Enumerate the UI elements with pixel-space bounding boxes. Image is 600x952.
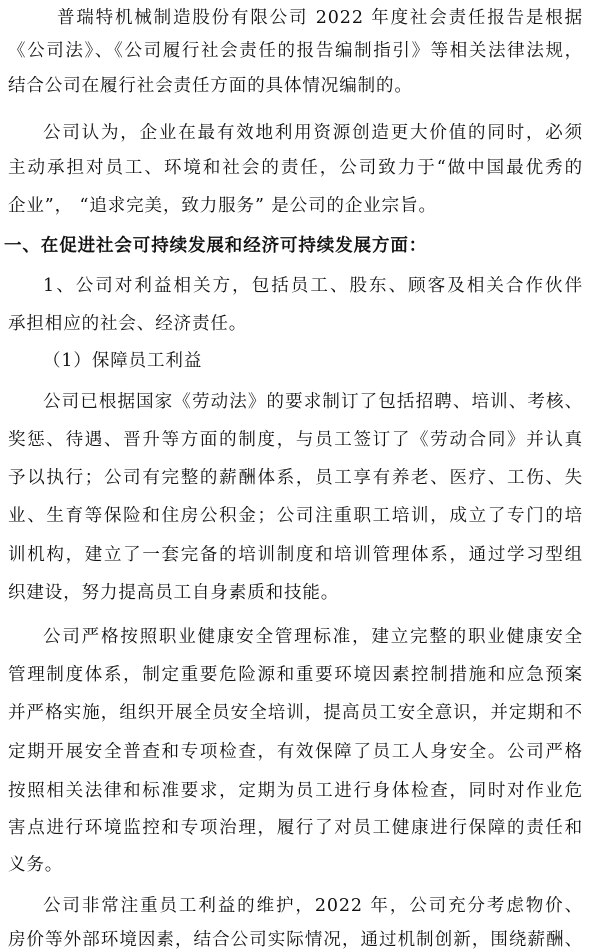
text-line: 织建设，努力提高员工自身素质和技能。	[8, 583, 340, 603]
text-line: 业、生育等保险和住房公积金；公司注重职工培训，成立了专门的培	[8, 506, 583, 526]
text-line: 主动承担对员工、环境和社会的责任，公司致力于“做中国最优秀的	[8, 158, 583, 178]
text-line: 公司非常注重员工利益的维护，2022 年，公司充分考虑物价、	[43, 896, 583, 916]
text-line: 公司认为，企业在最有效地利用资源创造更大价值的同时，必须	[43, 123, 583, 143]
text-line: 承担相应的社会、经济责任。	[8, 314, 248, 334]
subsection-heading: （1）保障员工利益	[43, 351, 203, 371]
section-heading: 一、在促进社会可持续发展和经济可持续发展方面：	[4, 236, 428, 256]
text-line: 结合公司在履行社会责任方面的具体情况编制的。	[8, 76, 413, 96]
text-line: 按照相关法律和标准要求，定期为员工进行身体检查，同时对作业危	[8, 781, 583, 801]
text-line: 害点进行环境监控和专项治理，履行了对员工健康进行保障的责任和	[8, 818, 583, 838]
text-line: 房价等外部环境因素，结合公司实际情况，通过机制创新，围绕薪酬、	[8, 930, 583, 950]
text-line: 企业”， “追求完美，致力服务” 是公司的企业宗旨。	[8, 196, 437, 216]
text-line: 《公司法》、《公司履行社会责任的报告编制指引》等相关法律法规，	[8, 41, 583, 61]
text-line: 1、公司对利益相关方，包括员工、股东、顾客及相关合作伙伴	[43, 276, 583, 296]
text-line: 训机构，建立了一套完备的培训制度和培训管理体系，通过学习型组	[8, 545, 583, 565]
text-line: 公司已根据国家《劳动法》的要求制订了包括招聘、培训、考核、	[43, 392, 583, 412]
text-line: 予以执行；公司有完整的薪酬体系，员工享有养老、医疗、工伤、失	[8, 468, 583, 488]
text-line: 义务。	[8, 855, 64, 875]
text-line: 管理制度体系，制定重要危险源和重要环境因素控制措施和应急预案	[8, 665, 583, 685]
text-line: 普瑞特机械制造股份有限公司 2022 年度社会责任报告是根据	[57, 8, 583, 28]
text-line: 奖惩、待遇、晋升等方面的制度，与员工签订了《劳动合同》并认真	[8, 430, 583, 450]
text-line: 并严格实施，组织开展全员安全培训，提高员工安全意识，并定期和不	[8, 703, 583, 723]
text-line: 公司严格按照职业健康安全管理标准，建立完整的职业健康安全	[43, 627, 583, 647]
text-line: 定期开展安全普查和专项检查，有效保障了员工人身安全。公司严格	[8, 742, 583, 762]
